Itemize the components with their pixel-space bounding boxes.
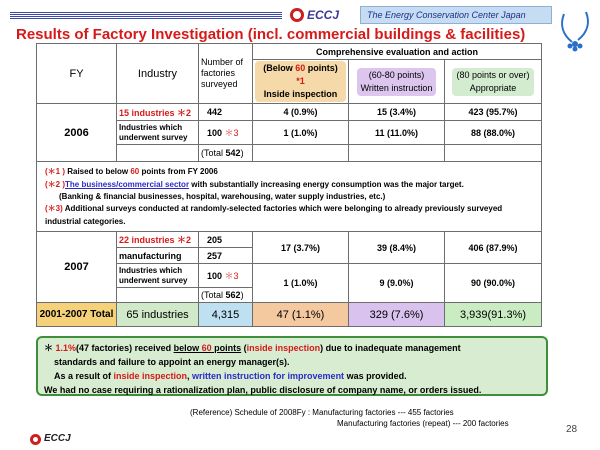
table-row <box>37 104 542 121</box>
industry-2007-3: Industries which underwent survey <box>117 264 199 288</box>
reference-note: (Reference) Schedule of 2008Fy : Manufacturing factories --- 455 factories Manufacturing factories (repeat) --- 200 factories <box>190 408 509 428</box>
count-2007-1: 205 <box>199 232 253 248</box>
header-col-a-pill: (Below 60 points) *1 Inside inspection <box>255 61 346 102</box>
total-industry: 65 industries <box>117 303 199 327</box>
header-col-c-pill: (80 points or over) Appropriate <box>452 68 533 96</box>
total-fy: 2001-2007 Total <box>37 303 117 327</box>
note-2-detail: (Banking & financial businesses, hospital, warehousing, water supply industries, etc.) <box>59 192 386 201</box>
note-3: (＊3) Additional surveys conducted at randomly-selected factories which were belonging to already previously surveyed industrial categories. <box>45 204 503 226</box>
fy-2007: 2007 <box>37 232 117 303</box>
eccj-footer-text: ECCJ <box>44 433 71 444</box>
eccj-mark-icon <box>290 8 304 22</box>
header-col-c <box>445 60 542 104</box>
header-col-a <box>253 60 349 104</box>
header-fy: FY <box>37 44 117 104</box>
totals-row <box>37 303 542 327</box>
c-2006-1: 423 (95.7%) <box>445 104 542 121</box>
header-banner: The Energy Conservation Center Japan <box>360 6 552 24</box>
header-col-b-pill: (60-80 points) Written instruction <box>357 68 437 96</box>
header-number: Number of factories surveyed <box>199 44 253 104</box>
total-b: 329 (7.6%) <box>349 303 445 327</box>
header-col-b <box>349 60 445 104</box>
eccj-footer-mark-icon <box>30 434 41 445</box>
header-stripes <box>10 12 282 19</box>
eccj-footer-logo <box>30 433 80 447</box>
table-header-row <box>37 44 542 60</box>
summary-line-3: As a result of inside inspection, written instruction for improvement was provided. <box>54 371 407 381</box>
total-2007: (Total 562) <box>199 288 253 303</box>
a-2006-2: 1 (1.0%) <box>253 121 349 145</box>
total-2006: (Total 542) <box>199 145 253 162</box>
industry-2007-2: manufacturing <box>117 248 199 264</box>
header-industry: Industry <box>117 44 199 104</box>
notes-row <box>37 162 542 232</box>
page-title: Results of Factory Investigation (incl. commercial buildings & facilities) <box>16 26 526 43</box>
count-2006-1: 442 <box>199 104 253 121</box>
total-a: 47 (1.1%) <box>253 303 349 327</box>
total-count: 4,315 <box>199 303 253 327</box>
note-1: (＊1 ) Raised to below 60 points from FY 2006 <box>45 167 218 176</box>
total-c: 3,939(91.3%) <box>445 303 542 327</box>
industry-2006-1: 15 industries ＊2 <box>117 104 199 121</box>
count-2007-2: 257 <box>199 248 253 264</box>
industry-2007-1: 22 industries ＊2 <box>117 232 199 248</box>
flower-icon <box>556 4 592 52</box>
page-number: 28 <box>566 424 578 435</box>
b-2007-1: 39 (8.4%) <box>349 232 445 264</box>
a-2007-1: 17 (3.7%) <box>253 232 349 264</box>
b-2007-2: 9 (9.0%) <box>349 264 445 303</box>
results-table <box>36 43 542 327</box>
fy-2006: 2006 <box>37 104 117 162</box>
b-2006-1: 15 (3.4%) <box>349 104 445 121</box>
count-2007-3: 100 ＊3 <box>199 264 253 288</box>
table-row <box>37 232 542 248</box>
summary-line-2: standards and failure to appoint an energy manager(s). <box>54 357 290 367</box>
c-2007-1: 406 (87.9%) <box>445 232 542 264</box>
c-2006-2: 88 (88.0%) <box>445 121 542 145</box>
a-2007-2: 1 (1.0%) <box>253 264 349 303</box>
notes-block <box>37 162 542 232</box>
eccj-logo <box>290 6 350 24</box>
b-2006-2: 11 (11.0%) <box>349 121 445 145</box>
note-2: (＊2 )The business/commercial sector with substantially increasing energy consumption was the major target. <box>45 180 464 189</box>
industry-2006-2: Industries which underwent survey <box>117 121 199 145</box>
summary-box <box>36 336 548 396</box>
a-2006-1: 4 (0.9%) <box>253 104 349 121</box>
summary-line-1: ＊ 1.1%(47 factories) received below 60 points (inside inspection) due to inadequate management <box>44 343 461 353</box>
eccj-logo-text: ECCJ <box>307 8 340 22</box>
summary-line-4: We had no case requiring a rationalization plan, public disclosure of company name, or orders issued. <box>44 385 482 395</box>
c-2007-2: 90 (90.0%) <box>445 264 542 303</box>
header-comprehensive: Comprehensive evaluation and action <box>253 44 542 60</box>
count-2006-2: 100 ＊3 <box>199 121 253 145</box>
